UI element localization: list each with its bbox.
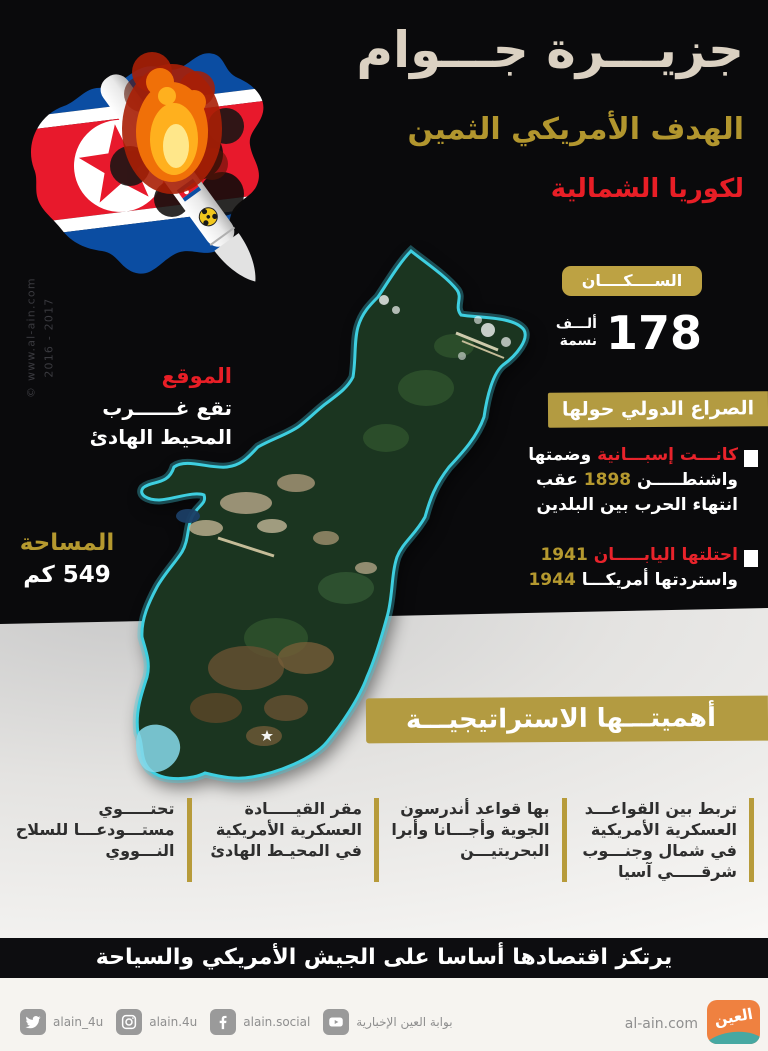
location-line1: تقع غــــــرب (102, 396, 232, 420)
instagram-icon[interactable] (116, 1009, 142, 1035)
bullet-square-2 (744, 550, 758, 567)
subtitle-gold: الهدف الأمريكي الثمين (407, 112, 744, 147)
website-url[interactable]: al-ain.com (624, 1016, 698, 1032)
conflict1-l2b: عقب (536, 470, 584, 490)
population-unit-line2: نسمة (559, 333, 597, 349)
facebook-handle[interactable]: alain.social (243, 1015, 311, 1029)
instagram-handle[interactable]: alain.4u (149, 1015, 198, 1029)
population-unit (556, 316, 597, 351)
strategic-heading: أهميتـــها الاستراتيجيـــة (366, 696, 768, 744)
watermark-years: 2016 - 2017 (42, 297, 55, 378)
page-title: جزيـــرة جـــوام (356, 21, 744, 79)
population-number: 178 (605, 306, 702, 360)
youtube-icon[interactable] (323, 1009, 349, 1035)
area-block (14, 530, 120, 588)
social-links (20, 1009, 453, 1035)
conflict-item-1 (502, 443, 738, 518)
conflict1-l3: انتهاء الحرب بين البلدين (536, 495, 738, 515)
subtitle-red: لكوريا الشمالية (550, 174, 744, 204)
conflict-item-2 (502, 543, 738, 593)
conflict1-white: وضمتها (528, 445, 598, 465)
location-block (18, 364, 232, 452)
social-youtube[interactable] (323, 1009, 452, 1035)
footer (0, 978, 768, 1051)
social-instagram[interactable] (116, 1009, 197, 1035)
strategic-column-3: مقر القيـــــادة العسكرية الأمريكية في المحيـط الهادئ (202, 798, 380, 882)
youtube-channel[interactable]: بوابة العين الإخبارية (356, 1015, 453, 1029)
conflict-heading: الصراع الدولي حولها (548, 391, 768, 428)
conflict2-red: احتلتها اليابـــــان (587, 545, 738, 565)
watermark-site: © www.al-ain.com (24, 277, 38, 398)
area-label: المساحة (19, 530, 115, 556)
strategic-column-4: تحتـــــوي مستـــودعـــا للسلاح النـــووي (14, 798, 192, 882)
population-value (552, 306, 702, 360)
twitter-icon[interactable] (20, 1009, 46, 1035)
conflict1-red: كانـــت إسبـــانية (597, 445, 738, 465)
population-badge: الســــكــــان (562, 266, 702, 296)
conflict2-year2: 1944 (528, 570, 576, 590)
strategic-column-1: تربط بين القواعـــد العسكرية الأمريكية في شمال وجنـــوب شرقـــــي آسيا (577, 798, 755, 882)
economy-statement: يرتكز اقتصادها أساسا على الجيش الأمريكي والسياحة (0, 938, 768, 978)
alain-logo[interactable] (707, 1000, 760, 1044)
facebook-icon[interactable] (210, 1009, 236, 1035)
north-korea-flag-map (12, 14, 292, 314)
conflict2-year1: 1941 (540, 545, 588, 565)
twitter-handle[interactable]: alain_4u (53, 1015, 104, 1029)
social-facebook[interactable] (210, 1009, 310, 1035)
logo-wave (707, 1028, 760, 1044)
strategic-columns (0, 798, 768, 882)
population-unit-line1: ألـــف (555, 315, 597, 332)
conflict2-white: واستردتها أمريكـــا (575, 570, 738, 590)
location-line2: المحيط الهادئ (89, 425, 232, 449)
strategic-column-2: بها قواعد أندرسون الجوية وأجـــانا وأبرا البحريتيـــن (389, 798, 567, 882)
location-label: الموقع (161, 364, 232, 388)
logo-wordmark: العين (712, 1004, 755, 1030)
conflict1-l2a: واشنطـــــن (631, 470, 738, 490)
conflict1-year: 1898 (583, 470, 632, 490)
social-twitter[interactable] (20, 1009, 103, 1035)
bullet-square-1 (744, 450, 758, 467)
area-value: 549 كم (23, 562, 111, 588)
